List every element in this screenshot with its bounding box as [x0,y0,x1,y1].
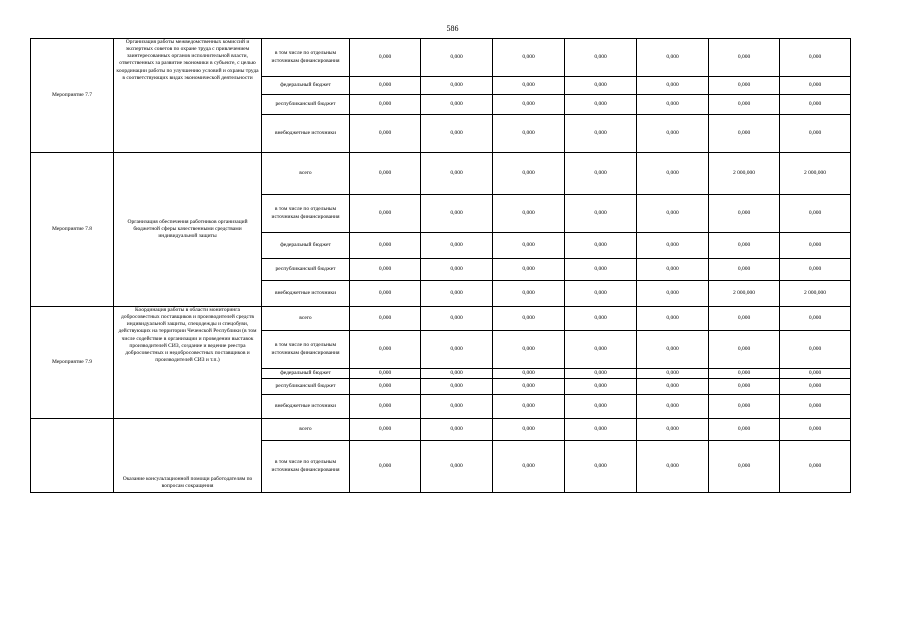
value-cell: 0,000 [350,95,421,115]
value-cell: 0,000 [493,259,565,281]
measure-cell [31,419,114,493]
value-cell: 0,000 [780,259,851,281]
value-cell: 0,000 [709,395,780,419]
value-cell: 0,000 [493,307,565,331]
value-cell: 2 000,000 [780,153,851,195]
table-row [31,153,851,195]
value-cell: 0,000 [780,379,851,395]
value-cell: 0,000 [637,233,709,259]
value-cell: 0,000 [637,419,709,441]
value-cell: 0,000 [709,331,780,369]
value-cell: 0,000 [350,153,421,195]
value-cell: 0,000 [637,77,709,95]
value-cell: 0,000 [350,379,421,395]
value-cell: 0,000 [565,259,637,281]
value-cell: 0,000 [709,259,780,281]
funding-source-cell: всего [262,419,350,441]
value-cell: 0,000 [421,77,493,95]
value-cell: 0,000 [709,77,780,95]
value-cell: 0,000 [493,233,565,259]
funding-source-cell: всего [262,153,350,195]
value-cell: 0,000 [709,307,780,331]
description-cell: Координация работы в области мониторинга добросовестных поставщиков и производителей средств индивидуальной защиты, спецодежды и спецобуви, действующих на территории Чеченской Республики (в том числе содействие в организации и проведении выставок производителей СИЗ, создание и ведение реестра добросовестных и недобросовестных поставщиков и производителей СИЗ и т.п.) [114,307,262,419]
value-cell: 0,000 [780,419,851,441]
value-cell: 0,000 [709,233,780,259]
value-cell: 0,000 [493,195,565,233]
value-cell: 0,000 [780,95,851,115]
value-cell: 0,000 [350,395,421,419]
value-cell: 0,000 [493,379,565,395]
value-cell: 0,000 [350,441,421,493]
value-cell: 0,000 [421,259,493,281]
funding-source-cell: республиканский бюджет [262,259,350,281]
value-cell: 0,000 [493,369,565,379]
value-cell: 0,000 [421,153,493,195]
funding-source-cell: в том числе по отдельным источникам финансирования [262,195,350,233]
value-cell: 0,000 [709,115,780,153]
value-cell: 0,000 [637,395,709,419]
value-cell: 0,000 [421,115,493,153]
value-cell: 0,000 [493,39,565,77]
value-cell: 0,000 [493,115,565,153]
value-cell: 0,000 [350,369,421,379]
value-cell: 0,000 [493,153,565,195]
value-cell: 0,000 [421,379,493,395]
value-cell: 0,000 [780,441,851,493]
value-cell: 0,000 [780,115,851,153]
value-cell: 0,000 [637,369,709,379]
value-cell: 0,000 [637,39,709,77]
description-cell: Оказание консультационной помощи работодателям по вопросам сокращения [114,419,262,493]
value-cell: 0,000 [565,395,637,419]
value-cell: 0,000 [493,441,565,493]
funding-source-cell: федеральный бюджет [262,233,350,259]
value-cell: 0,000 [421,395,493,419]
value-cell: 0,000 [709,195,780,233]
value-cell: 0,000 [493,95,565,115]
value-cell: 0,000 [709,39,780,77]
funding-source-cell: в том числе по отдельным источникам финансирования [262,331,350,369]
table-row [31,39,851,77]
measure-cell: Мероприятие 7.7 [31,39,114,153]
table-row [31,307,851,331]
value-cell: 2 000,000 [709,153,780,195]
funding-source-cell: федеральный бюджет [262,77,350,95]
value-cell: 0,000 [637,153,709,195]
value-cell: 2 000,000 [709,281,780,307]
value-cell: 0,000 [421,369,493,379]
value-cell: 0,000 [637,379,709,395]
value-cell: 0,000 [709,379,780,395]
value-cell: 0,000 [780,39,851,77]
funding-source-cell: внебюджетные источники [262,281,350,307]
value-cell: 0,000 [780,395,851,419]
value-cell: 0,000 [350,77,421,95]
description-cell: Организация работы межведомственных комиссий и экспертных советов по охране труда с привлечением заинтересованных органов исполнительной власти, ответственных за развитие экономики в субъекте, с целью координации работы по улучшению условий и охраны труда в соответствующих видах экономической деятельности [114,39,262,153]
value-cell: 0,000 [565,369,637,379]
value-cell: 0,000 [350,195,421,233]
value-cell: 0,000 [493,77,565,95]
value-cell: 0,000 [637,259,709,281]
value-cell: 0,000 [421,281,493,307]
funding-source-cell: всего [262,307,350,331]
value-cell: 0,000 [780,331,851,369]
value-cell: 0,000 [565,331,637,369]
value-cell: 0,000 [421,419,493,441]
value-cell: 0,000 [637,281,709,307]
table-row [31,419,851,441]
value-cell: 0,000 [565,419,637,441]
value-cell: 0,000 [637,441,709,493]
value-cell: 0,000 [350,281,421,307]
value-cell: 0,000 [350,115,421,153]
funding-source-cell: внебюджетные источники [262,115,350,153]
value-cell: 0,000 [493,331,565,369]
value-cell: 0,000 [780,307,851,331]
funding-source-cell: в том числе по отдельным источникам финансирования [262,39,350,77]
value-cell: 0,000 [350,331,421,369]
value-cell: 0,000 [709,419,780,441]
value-cell: 0,000 [637,195,709,233]
value-cell: 2 000,000 [780,281,851,307]
funding-source-cell: республиканский бюджет [262,95,350,115]
value-cell: 0,000 [780,233,851,259]
description-cell: Организация обеспечения работников организаций бюджетной сферы качественными средствами индивидуальной защиты [114,153,262,307]
value-cell: 0,000 [421,195,493,233]
value-cell: 0,000 [565,233,637,259]
value-cell: 0,000 [565,153,637,195]
page-number: 586 [446,24,459,33]
value-cell: 0,000 [780,77,851,95]
value-cell: 0,000 [493,395,565,419]
value-cell: 0,000 [421,39,493,77]
value-cell: 0,000 [421,233,493,259]
value-cell: 0,000 [421,95,493,115]
value-cell: 0,000 [780,369,851,379]
value-cell: 0,000 [565,39,637,77]
value-cell: 0,000 [780,195,851,233]
value-cell: 0,000 [493,419,565,441]
value-cell: 0,000 [709,95,780,115]
value-cell: 0,000 [421,307,493,331]
value-cell: 0,000 [565,307,637,331]
value-cell: 0,000 [350,233,421,259]
funding-source-cell: республиканский бюджет [262,379,350,395]
value-cell: 0,000 [350,307,421,331]
value-cell: 0,000 [565,441,637,493]
value-cell: 0,000 [421,441,493,493]
measure-cell: Мероприятие 7.9 [31,307,114,419]
value-cell: 0,000 [565,95,637,115]
value-cell: 0,000 [709,441,780,493]
value-cell: 0,000 [565,281,637,307]
funding-source-cell: внебюджетные источники [262,395,350,419]
value-cell: 0,000 [350,419,421,441]
value-cell: 0,000 [565,77,637,95]
value-cell: 0,000 [637,307,709,331]
value-cell: 0,000 [565,195,637,233]
value-cell: 0,000 [350,39,421,77]
value-cell: 0,000 [421,331,493,369]
funding-source-cell: федеральный бюджет [262,369,350,379]
measure-cell: Мероприятие 7.8 [31,153,114,307]
value-cell: 0,000 [350,259,421,281]
value-cell: 0,000 [565,115,637,153]
value-cell: 0,000 [493,281,565,307]
value-cell: 0,000 [637,331,709,369]
value-cell: 0,000 [637,95,709,115]
value-cell: 0,000 [565,379,637,395]
funding-source-cell: в том числе по отдельным источникам финансирования [262,441,350,493]
value-cell: 0,000 [637,115,709,153]
budget-table [30,38,851,493]
value-cell: 0,000 [709,369,780,379]
